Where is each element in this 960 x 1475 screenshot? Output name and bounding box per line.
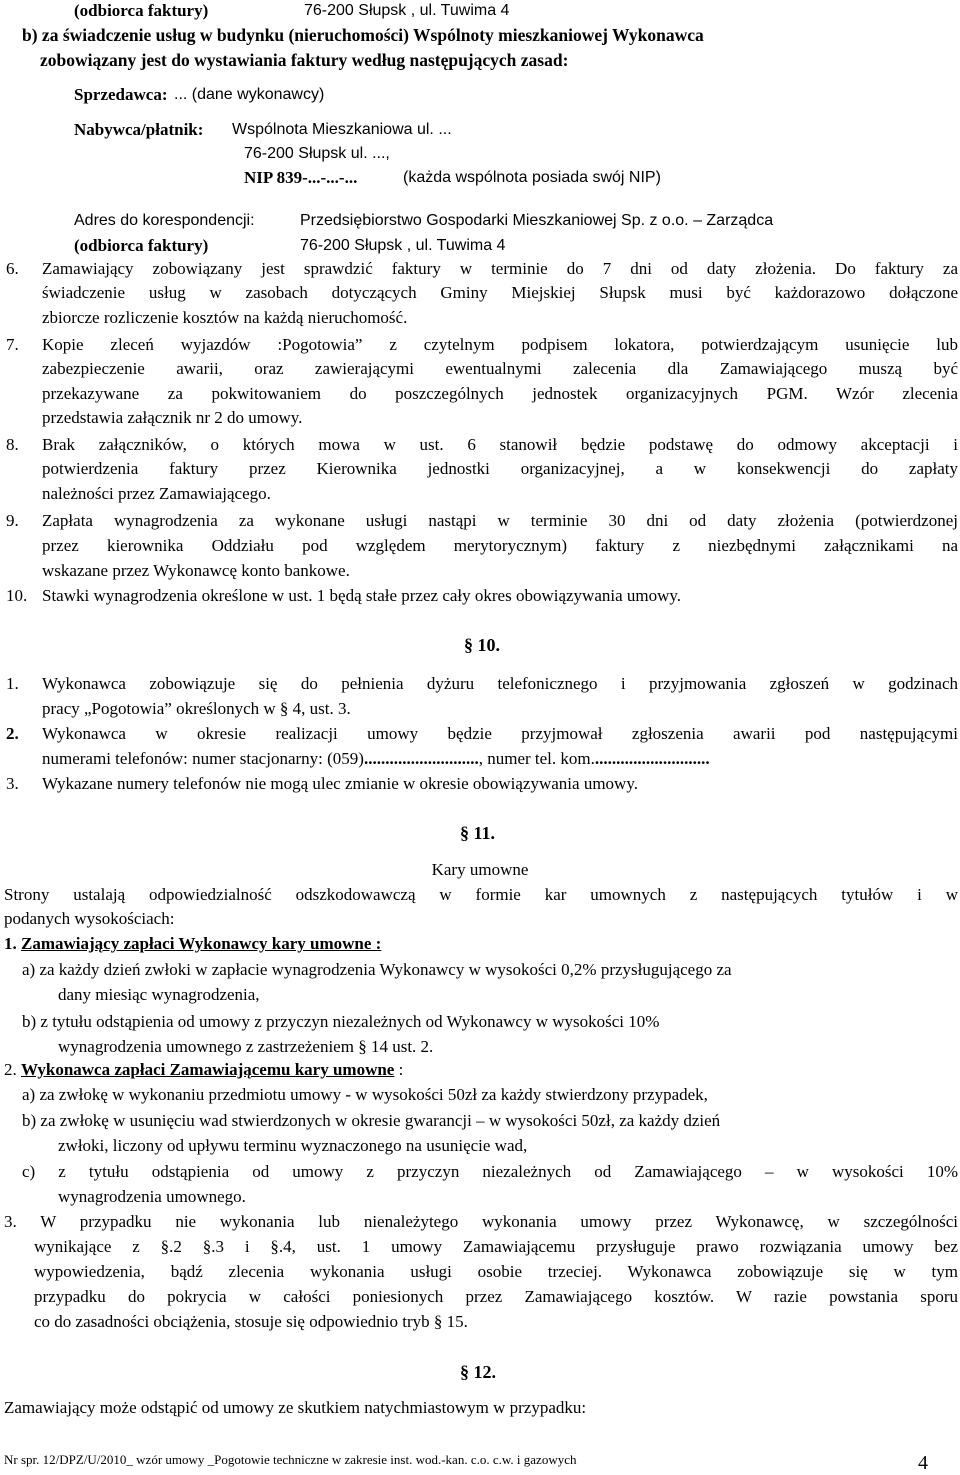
point-9-number: 9. [6,511,19,530]
section-10-heading [464,636,500,654]
s11-p3-line2: wynikające z §.2 §.3 i §.4, ust. 1 umowy Zamawiającemu przysługuje prawo rozwiązania umowy bez [34,1237,958,1256]
s11-h2 [4,1061,403,1078]
point-10-number: 10. [6,586,28,605]
s11-h1 [4,935,381,952]
s10-item3-number: 3. [6,774,19,793]
s11-h1-text: Zamawiający zapłaci Wykonawcy kary umowne : [21,934,382,953]
s11-1b-line1: b) z tytułu odstąpienia od umowy z przyczyn niezależnych od Wykonawcy w wysokości 10% [22,1012,660,1031]
s11-p3-line3: wypowiedzenia, bądź zlecenia wykonania usługi osobie trzeciej. Wykonawca zobowiązuje się w tym [34,1262,958,1281]
point-9-line1: Zapłata wynagrodzenia za wykonane usługi nastąpi w terminie 30 dni od daty złożenia (potwierdzonej [42,511,958,530]
page-number: 4 [918,1452,928,1474]
section-11-heading [460,824,495,842]
point-6-line2: świadczenie usług w zasobach dotyczących Gminy Miejskiej Słupsk musi być każdorazowo dołączone [42,283,958,302]
adres-value: Przedsiębiorstwo Gospodarki Mieszkaniowej Sp. z o.o. – Zarządca [300,212,774,229]
s11-2c-line1: c) z tytułu odstąpienia od umowy z przyczyn niezależnych od Zamawiającego – w wysokości 10% [22,1162,958,1181]
adres-label: Adres do korespondencji: [74,212,255,229]
point-7-line4: przedstawia załącznik nr 2 do umowy. [42,408,303,427]
nip-note: (każda wspólnota posiada swój NIP) [403,169,661,186]
s11-2b-line2: zwłoki, liczony od upływu terminu wyznaczonego na usunięcie wad, [58,1136,528,1155]
s11-h1-number: 1. [4,934,17,953]
phone-landline-label: numerami telefonów: numer stacjonarny: (059) [42,749,364,768]
s11-intro-line1: Strony ustalają odpowiedzialność odszkodowawczą w formie kar umownych z następujących tytułów i w [4,885,958,904]
section-12-heading [460,1363,496,1381]
phone-mobile-label: , numer tel. kom. [478,749,595,768]
section-12-number: 12. [473,1362,496,1382]
s11-p3-line1: 3. W przypadku nie wykonania lub nienależytego wykonania umowy przez Wykonawcę, w szczególności [4,1212,958,1231]
point-8-line1: Brak załączników, o których mowa w ust. 6 stanowił będzie podstawę do odmowy akceptacji i [42,435,958,454]
section-symbol: § [460,1362,474,1382]
point-7-line1: Kopie zleceń wyjazdów :Pogotowia” z czytelnym podpisem lokatora, potwierdzającym usunięcie lub [42,335,958,354]
clause-b-line2: zobowiązany jest do wystawiania faktury według następujących zasad: [40,50,569,70]
point-9-line2: przez kierownika Oddziału pod względem merytorycznym) faktury z niezbędnymi załącznikami na [42,536,958,555]
phone-mobile-placeholder: ........................... [594,749,710,768]
point-9-line3: wskazane przez Wykonawcę konto bankowe. [42,561,350,580]
section-symbol: § [464,635,478,655]
section-10-number: 10. [477,635,500,655]
odbiorca2-address: 76-200 Słupsk , ul. Tuwima 4 [300,237,506,254]
s11-1a-line2: dany miesiąc wynagrodzenia, [58,985,260,1004]
s11-h2-colon: : [394,1060,404,1079]
point-7-line3: przekazywane za pokwitowaniem do poszczególnych jednostek organizacyjnych PGM. Wzór zlecenia [42,384,958,403]
s10-item1-line1: Wykonawca zobowiązuje się do pełnienia dyżuru telefonicznego i przyjmowania zgłoszeń w godzinach [42,674,958,693]
s11-h2-number: 2. [4,1060,17,1079]
point-6-line1: Zamawiający zobowiązany jest sprawdzić faktury w terminie do 7 dni od daty złożenia. Do faktury za [42,259,958,278]
nabywca-label: Nabywca/płatnik: [74,120,204,139]
point-8-line3: należności przez Zamawiającego. [42,484,271,503]
s10-item2-number: 2. [6,724,19,743]
s11-h2-text: Wykonawca zapłaci Zamawiającemu kary umowne [21,1060,395,1079]
odbiorca2-label: (odbiorca faktury) [74,236,209,255]
sprzedawca-label: Sprzedawca: [74,85,168,104]
s10-item1-number: 1. [6,674,19,693]
nip-label: NIP 839-...-...-... [244,168,358,187]
nabywca-city: 76-200 Słupsk ul. ..., [244,145,390,162]
s10-item1-line2: pracy „Pogotowia” określonych w § 4, ust. 3. [42,699,351,718]
section-11-subheading: Kary umowne [431,860,529,879]
phone-landline-placeholder: ........................... [363,749,479,768]
sprzedawca-value: ... (dane wykonawcy) [174,86,325,103]
point-8-number: 8. [6,435,19,454]
point-7-number: 7. [6,335,19,354]
point-6-number: 6. [6,259,19,278]
s11-p3-line4: przypadku do pokrycia w całości poniesionych przez Zamawiającego kosztów. W razie powstania sporu [34,1287,958,1306]
point-10-line1: Stawki wynagrodzenia określone w ust. 1 będą stałe przez cały okres obowiązywania umowy. [42,586,682,605]
point-6-line3: zbiorcze rozliczenie kosztów na każdą nieruchomość. [42,308,408,327]
odbiorca-address: 76-200 Słupsk , ul. Tuwima 4 [304,2,510,19]
s11-2b-line1: b) za zwłokę w usunięciu wad stwierdzonych w okresie gwarancji – w wysokości 50zł, za każdy dzień [22,1111,721,1130]
s11-2a-line1: a) za zwłokę w wykonaniu przedmiotu umowy - w wysokości 50zł za każdy stwierdzony przypadek, [22,1085,708,1104]
s12-line1: Zamawiający może odstąpić od umowy ze skutkiem natychmiastowym w przypadku: [4,1398,587,1417]
clause-b-line1: b) za świadczenie usług w budynku (nieruchomości) Wspólnoty mieszkaniowej Wykonawca [22,25,704,45]
s11-2c-line2: wynagrodzenia umownego. [58,1187,246,1206]
s11-1b-line2: wynagrodzenia umownego z zastrzeżeniem § 14 ust. 2. [58,1037,434,1056]
odbiorca-label: (odbiorca faktury) [74,1,209,20]
section-symbol: § [460,823,474,843]
s10-item3-line1: Wykazane numery telefonów nie mogą ulec zmianie w okresie obowiązywania umowy. [42,774,638,793]
s11-intro-line2: podanych wysokościach: [4,909,175,928]
section-11-number: 11. [473,823,496,843]
s10-item2-line2 [42,750,710,767]
s10-item2-line1: Wykonawca w okresie realizacji umowy będzie przyjmował zgłoszenia awarii pod następującymi [42,724,958,743]
point-7-line2: zabezpieczenie awarii, oraz zawierającymi ewentualnymi zalecenia dla Zamawiającego muszą być [42,359,958,378]
s11-1a-line1: a) za każdy dzień zwłoki w zapłacie wynagrodzenia Wykonawcy w wysokości 0,2% przysługującego za [22,960,732,979]
point-8-line2: potwierdzenia faktury przez Kierownika jednostki organizacyjnej, a w konsekwencji do zapłaty [42,459,958,478]
s11-p3-line5: co do zasadności obciążenia, stosuje się odpowiednio tryb § 15. [34,1312,468,1331]
nabywca-value: Wspólnota Mieszkaniowa ul. ... [232,121,452,138]
footer-reference: Nr spr. 12/DPZ/U/2010_ wzór umowy _Pogotowie techniczne w zakresie inst. wod.-kan. c.o. c.w. i gazowych [4,1452,577,1467]
